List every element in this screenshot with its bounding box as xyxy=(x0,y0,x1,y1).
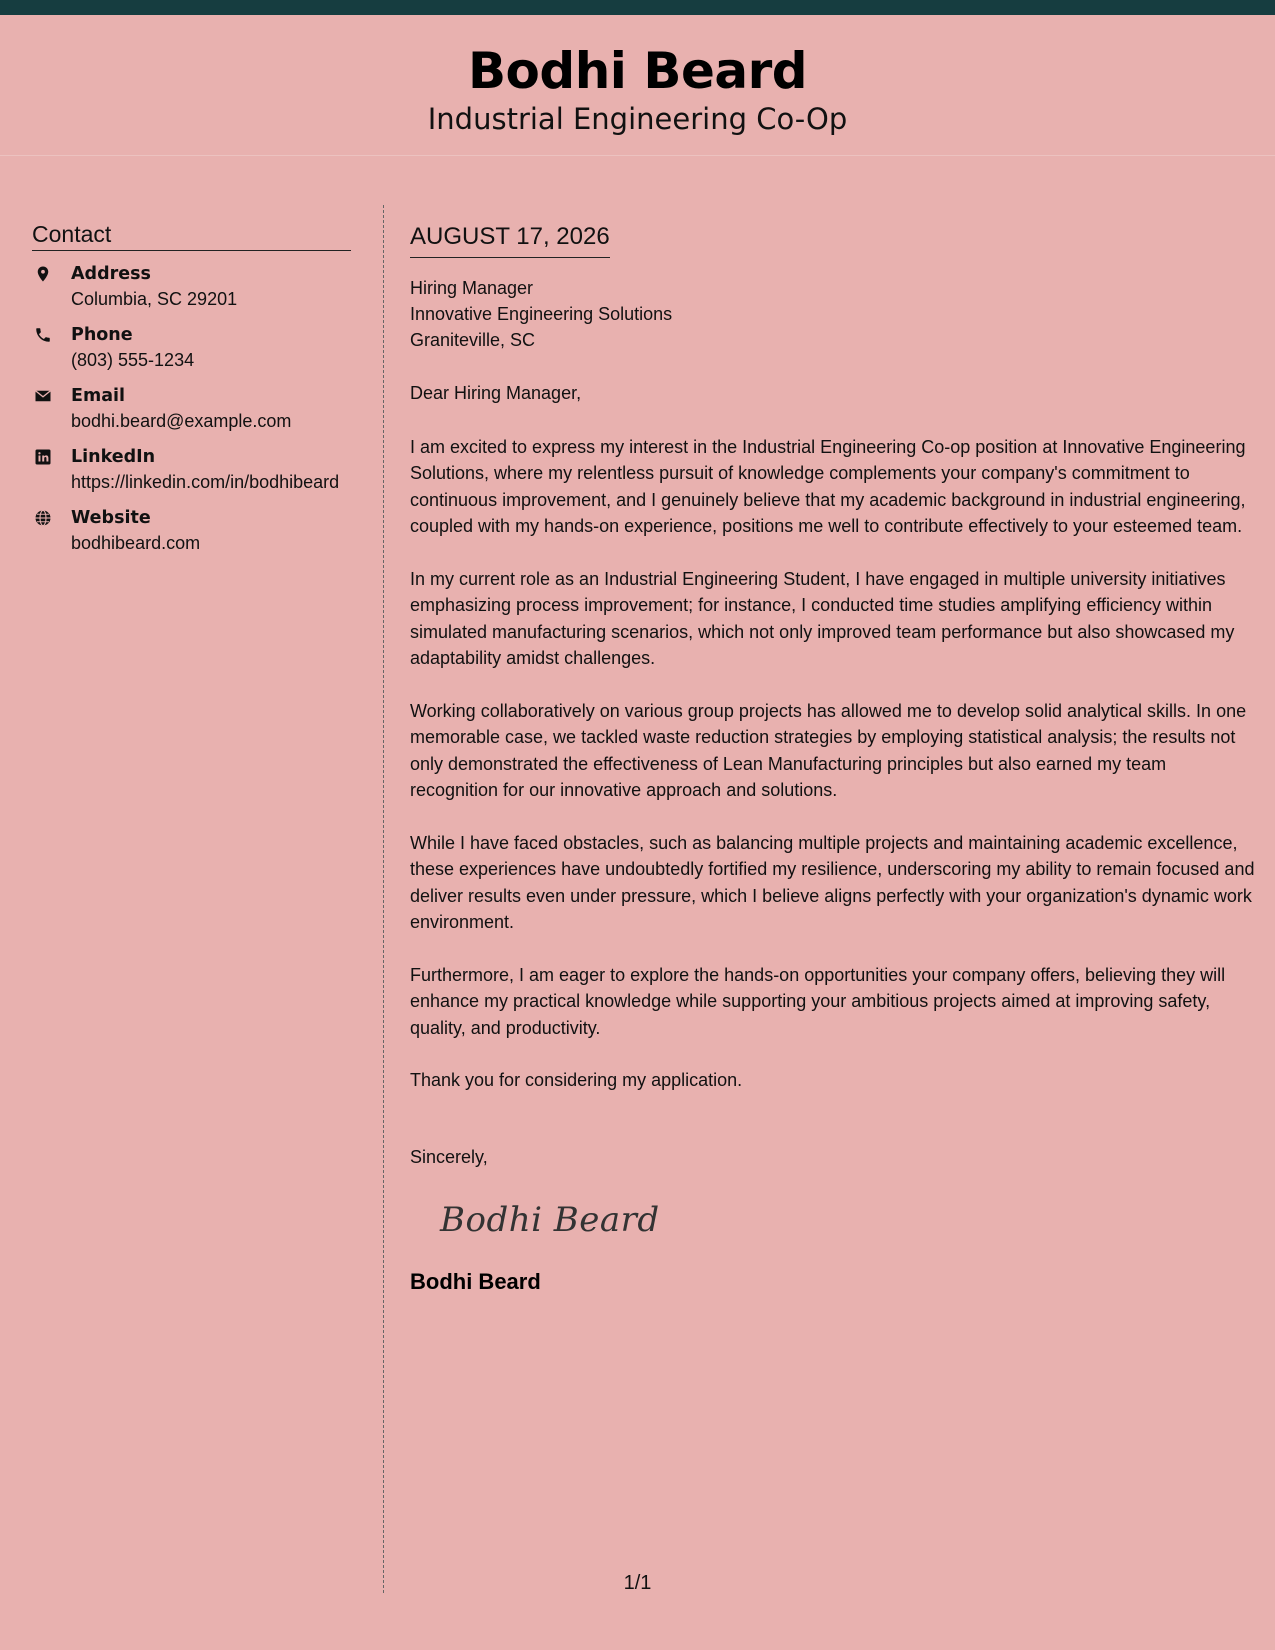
contact-label: LinkedIn xyxy=(71,447,156,467)
letter-paragraph: While I have faced obstacles, such as balancing multiple projects and maintaining academic excellence, these experiences have undoubtedly fortified my resilience, underscoring my ability to remain focused and deliver results even under pressure, which I believe aligns perfectly with your organization's dynamic work environment. xyxy=(410,832,1255,932)
contact-heading: Contact xyxy=(32,220,351,251)
contact-value: (803) 555-1234 xyxy=(71,350,195,370)
contact-email xyxy=(32,384,351,433)
contact-value[interactable]: bodhibeard.com xyxy=(71,533,201,553)
page-number: 1/1 xyxy=(623,1572,652,1594)
contact-value[interactable]: https://linkedin.com/in/bodhibeard xyxy=(71,472,340,492)
column-divider xyxy=(383,205,384,1593)
letter-body xyxy=(410,222,1255,1296)
recipient-line: Hiring Manager xyxy=(410,278,534,298)
map-pin-icon xyxy=(34,265,52,283)
envelope-icon xyxy=(34,387,52,405)
globe-icon xyxy=(34,509,52,527)
header-name: Bodhi Beard xyxy=(467,42,808,100)
letter-paragraph: Thank you for considering my application. xyxy=(410,1070,743,1090)
recipient-block xyxy=(410,275,1255,353)
contact-phone xyxy=(32,323,351,372)
header-title: Industrial Engineering Co-Op xyxy=(427,102,848,136)
contact-label: Address xyxy=(71,264,151,284)
signer-name: Bodhi Beard xyxy=(410,1269,541,1294)
signature: Bodhi Beard xyxy=(440,1200,660,1240)
letter-date: AUGUST 17, 2026 xyxy=(410,222,610,258)
letter-paragraph: In my current role as an Industrial Engineering Student, I have engaged in multiple university initiatives emphasizing process improvement; for instance, I conducted time studies amplifying efficiency within simulated manufacturing scenarios, which not only improved team performance but also showcased my adaptability amidst challenges. xyxy=(410,568,1235,668)
recipient-line: Graniteville, SC xyxy=(410,330,536,350)
contact-address xyxy=(32,262,351,311)
recipient-line: Innovative Engineering Solutions xyxy=(410,304,673,324)
sidebar xyxy=(32,220,351,567)
contact-label: Website xyxy=(71,508,151,528)
linkedin-icon xyxy=(34,448,52,466)
contact-label: Phone xyxy=(71,325,133,345)
header xyxy=(0,15,1275,156)
closing: Sincerely, xyxy=(410,1146,488,1167)
phone-icon xyxy=(34,326,52,344)
letter-paragraph: Furthermore, I am eager to explore the hands-on opportunities your company offers, believing they will enhance my practical knowledge while supporting your ambitious projects aimed at improving safety, quality, and productivity. xyxy=(410,964,1226,1038)
letter-paragraph: Working collaboratively on various group projects has allowed me to develop solid analytical skills. In one memorable case, we tackled waste reduction strategies by employing statistical analysis; the results not only demonstrated the effectiveness of Lean Manufacturing principles but also earned my team recognition for our innovative approach and solutions. xyxy=(410,700,1247,800)
contact-value[interactable]: bodhi.beard@example.com xyxy=(71,411,292,431)
letter-paragraph: I am excited to express my interest in the Industrial Engineering Co-op position at Innovative Engineering Solutions, where my relentless pursuit of knowledge complements your company's commitment to continuous improvement, and I genuinely believe that my academic background in industrial engineering, coupled with my hands-on experience, positions me well to contribute effectively to your esteemed team. xyxy=(410,436,1246,536)
top-bar xyxy=(0,0,1275,15)
contact-linkedin xyxy=(32,445,351,494)
salutation: Dear Hiring Manager, xyxy=(410,383,582,403)
contact-label: Email xyxy=(71,386,125,406)
contact-value: Columbia, SC 29201 xyxy=(71,289,238,309)
contact-website xyxy=(32,506,351,555)
